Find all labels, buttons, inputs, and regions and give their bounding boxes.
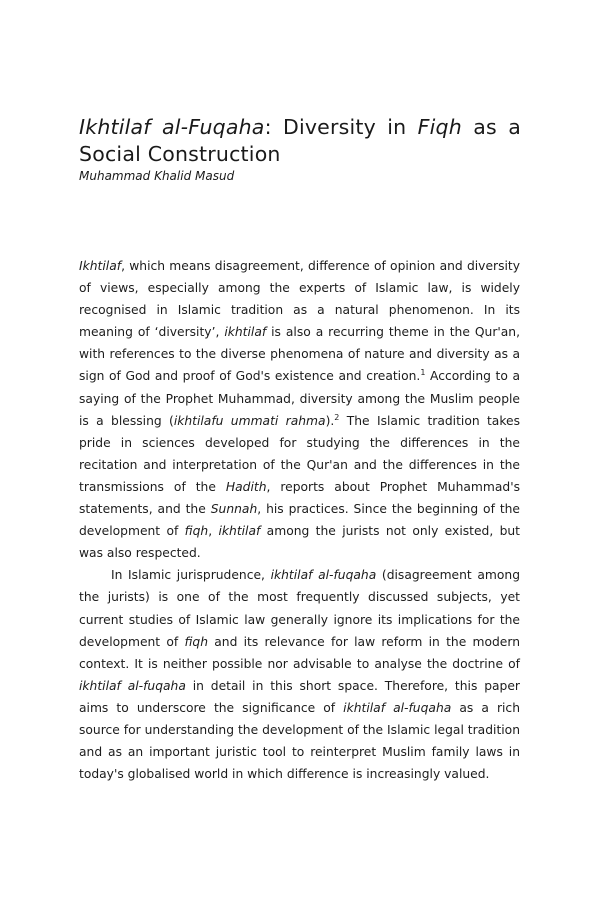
article-body [79,255,520,785]
article-title-line-2: Social Construction [79,142,281,166]
paragraph-text: and its relevance for law reform in the modern context. It is neither possible nor advisable to analyse the doctrine of [79,634,521,671]
italic-term: Ikhtilaf [79,259,122,273]
italic-term: ikhtilaf [218,524,261,539]
paragraph-text: , which means disagreement, difference of opinion and diversity of views, especially among the experts of Islamic law, is widely recognised in Islamic tradition as a natural phenomenon. In its meaning of ‘diversity’, [79,259,520,340]
paragraph-text: is also a recurring theme in the Qur'an, with references to the diverse phenomena of nature and diversity as a sign of God and proof of God's existence and creation. [79,325,520,384]
paragraph-text: as a rich source for understanding the development of the Islamic legal tradition and as an important juristic tool to reinterpret Muslim family laws in today's globalised world in which difference is increasingly valued. [79,700,520,782]
title-text: : Diversity in [264,115,418,139]
italic-term: fiqh [184,634,208,649]
paragraph-text: ). [325,413,335,428]
paragraph-text: The Islamic tradition takes pride in sciences developed for studying the differences in the recitation and interpretation of the Qur'an and the differences in the transmissions of the [79,413,520,494]
paragraph-2 [79,564,520,785]
footnote-marker-1[interactable]: 1 [420,368,426,378]
title-term-fiqh: Fiqh [417,115,462,139]
italic-term: ikhtilafu ummati rahma [173,413,326,428]
paragraph-1 [79,255,520,564]
italic-term: ikhtilaf al-fuqaha [270,568,377,583]
article-title-line-1 [79,114,521,141]
paragraph-text: among the jurists not only existed, but was also respected. [79,524,521,561]
paragraph-text: (disagreement among the jurists) is one of the most frequently discussed subjects, yet current studies of Islamic law generally ignore its implications for the development of [79,568,520,649]
paragraph-text: in detail in this short space. Therefore, this paper aims to underscore the significance of [79,678,520,715]
paragraph-text: , reports about Prophet Muhammad's statements, and the [79,479,520,517]
italic-term: ikhtilaf [224,325,267,340]
italic-term: Hadith [225,479,267,494]
paragraph-text: , [208,524,219,539]
italic-term: Sunnah [210,502,258,517]
title-text: as a [461,115,521,139]
article-title [79,114,521,168]
italic-term: ikhtilaf al-fuqaha [79,678,186,693]
footnote-marker-2[interactable]: 2 [334,412,340,422]
paragraph-text: , his practices. Since the beginning of the development of [79,502,520,539]
paragraph-text: According to a saying of the Prophet Muhammad, diversity among the Muslim people is a blessing ( [79,369,520,428]
author-name: Muhammad Khalid Masud [79,169,235,183]
italic-term: fiqh [184,524,209,539]
italic-term: ikhtilaf al-fuqaha [343,700,452,715]
paragraph-text: In Islamic jurisprudence, [111,568,271,583]
title-term-ikhtilaf: Ikhtilaf al-Fuqaha [79,115,265,139]
